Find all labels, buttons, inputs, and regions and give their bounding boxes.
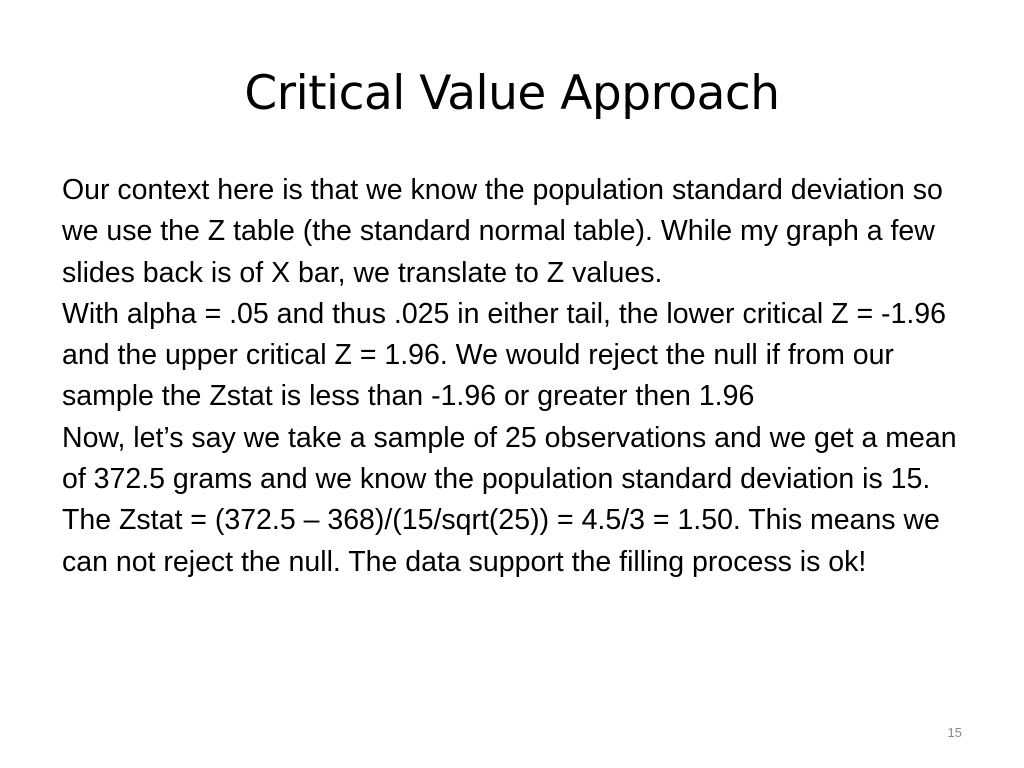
paragraph-context: Our context here is that we know the population standard deviation so we use the Z table (the standard normal table). While my graph a few slides back is of X bar, we translate to Z values. <box>62 174 943 289</box>
paragraph-sample-example: Now, let’s say we take a sample of 25 observations and we get a mean of 372.5 grams and we know the population standard deviation is 15. The Zstat = (372.5 – 368)/(15/sqrt(25)) = 4.5/3 = 1.50. This means we can not reject the null. The data support the filling process is ok! <box>62 421 957 578</box>
slide-title: Critical Value Approach <box>244 66 780 121</box>
slide-number: 15 <box>947 725 962 740</box>
paragraph-critical-values: With alpha = .05 and thus .025 in either tail, the lower critical Z = -1.96 and the upper critical Z = 1.96. We would reject the null if from our sample the Zstat is less than -1.96 or greater then 1.96 <box>62 297 946 413</box>
slide-body <box>62 170 972 583</box>
